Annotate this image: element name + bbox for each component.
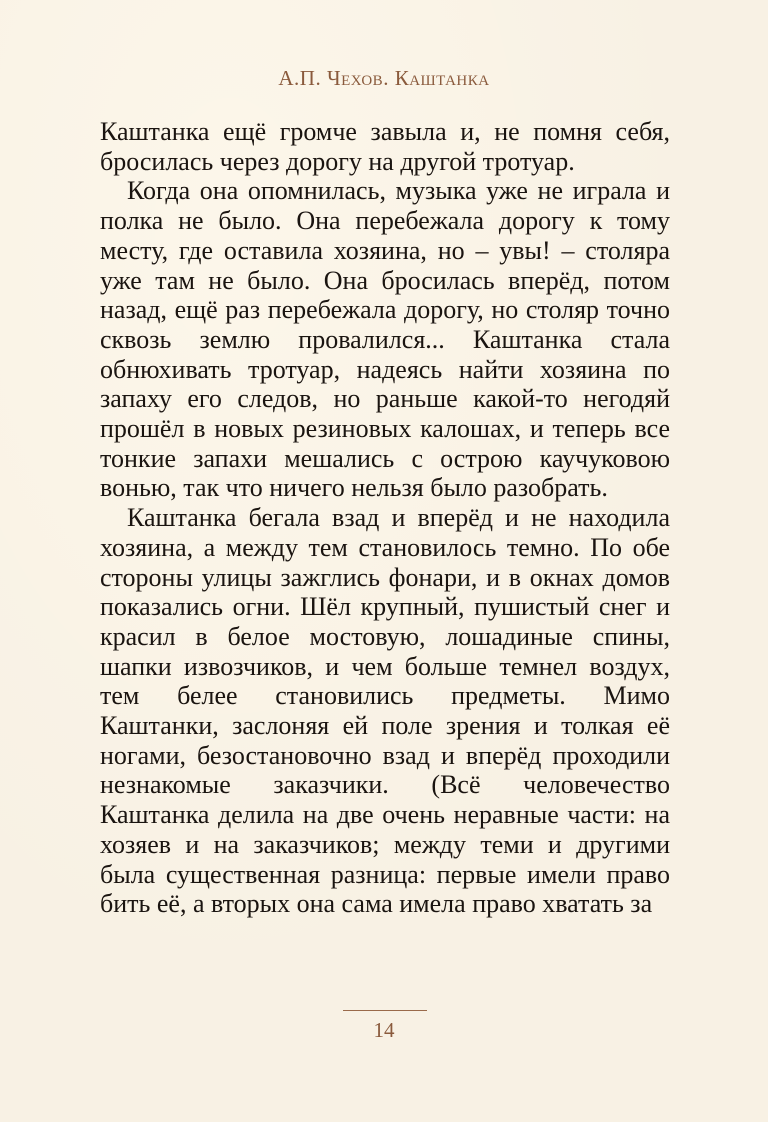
paragraph-1: Каштанка ещё громче завыла и, не помня себя, бросилась через дорогу на другой тротуар. bbox=[100, 117, 670, 176]
paragraph-2: Когда она опомнилась, музыка уже не играла и полка не было. Она перебежала дорогу к тому месту, где оставила хозяина, но – увы! – столяра уже там не было. Она бросилась вперёд, потом назад, ещё раз перебежала дорогу, но столяр точно сквозь землю провалился... Каштанка стала обнюхивать тротуар, надеясь найти хозяина по запаху его следов, но раньше какой-то негодяй прошёл в новых резиновых калошах, и теперь все тонкие запахи мешались с острою каучуковою вонью, так что ничего нельзя было разобрать. bbox=[100, 176, 670, 503]
running-head: А.П. Чехов. Каштанка bbox=[278, 66, 490, 90]
page-number: 14 bbox=[373, 1018, 395, 1042]
body-text bbox=[100, 117, 670, 919]
footer-rule bbox=[343, 1010, 427, 1011]
paragraph-3: Каштанка бегала взад и вперёд и не находила хозяина, а между тем становилось темно. По обе стороны улицы зажглись фонари, и в окнах домов показались огни. Шёл крупный, пушистый снег и красил в белое мостовую, лошадиные спины, шапки извозчиков, и чем больше темнел воздух, тем белее становились предметы. Мимо Каштанки, заслоняя ей поле зрения и толкая её ногами, безостановочно взад и вперёд проходили незнакомые заказчики. (Всё человечество Каштанка делила на две очень неравные части: на хозяев и на заказчиков; между теми и другими была существенная разница: первые имели право бить её, а вторых она сама имела право хватать за bbox=[100, 503, 670, 919]
